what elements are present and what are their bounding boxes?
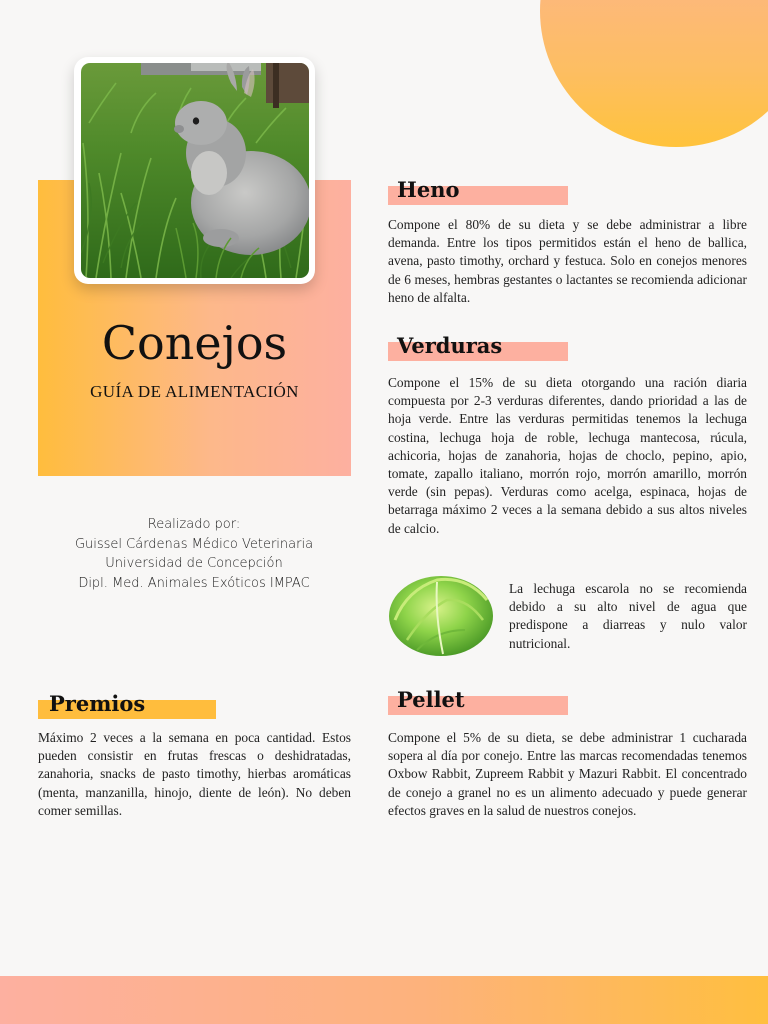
verduras-note: La lechuga escarola no se recomienda debido a su alto nivel de agua que predispone a diarreas y nulo valor nutricional.: [509, 581, 747, 651]
pellet-text: Compone el 5% de su dieta, se debe administrar 1 cucharada sopera al día por conejo. Entre las marcas recomendadas tenemos Oxbow Rabbit, Zupreem Rabbit y Mazuri Rabbit. El concentrado de conejo a granel no es un alimento adecuado y puede generar efectos graves en la salud de nuestros conejos.: [388, 730, 747, 818]
credits-line: Guissel Cárdenas Médico Veterinaria: [74, 536, 314, 552]
heno-text: Compone el 80% de su dieta y se debe administrar a libre demanda. Entre los tipos permitidos están el heno de ballica, avena, pasto timothy, orchard y festuca. Solo en conejos menores de 6 meses, hembras gestantes o lactantes se recomienda adicionar heno de alfalta.: [388, 217, 747, 305]
verduras-heading: Verduras: [397, 333, 503, 358]
decorative-sun-circle: [540, 0, 768, 147]
premios-heading: Premios: [49, 691, 146, 716]
credits-block: [60, 515, 328, 593]
bottom-gradient-strip: [0, 976, 768, 1024]
premios-text: Máximo 2 veces a la semana en poca cantidad. Estos pueden consistir en frutas frescas o deshidratadas, zanahoria, snacks de pasto timothy, hierbas aromáticas (menta, manzanilla, hinojo, diente de león). No deben comer semillas.: [38, 730, 351, 818]
page-title: Conejos: [101, 316, 288, 370]
credits-line: Realizado por:: [147, 517, 241, 532]
verduras-text: Compone el 15% de su dieta otorgando una ración diaria compuesta por 2-3 verduras diferentes, dando prioridad a las de hoja verde. Entre las verduras permitidas tenemos la lechuga costina, lechuga hoja de roble, lechuga mantecosa, rúcula, achicoria, hojas de zanahoria, hojas de choclo, pepino, apio, tomate, zapallo italiano, morrón rojo, morrón amarillo, morrón verde (sin pepas). Verduras como acelga, espinaca, hojas de betarraga máximo 2 veces a la semana debido a sus altos niveles de calcio.: [388, 375, 747, 536]
rabbit-photo: [81, 63, 309, 278]
lettuce-image: [387, 570, 495, 658]
pellet-heading: Pellet: [397, 687, 465, 712]
heno-heading: Heno: [397, 177, 460, 202]
page-subtitle: GUÍA DE ALIMENTACIÓN: [90, 382, 299, 401]
credits-line: Universidad de Concepción: [105, 556, 283, 571]
credits-line: Dipl. Med. Animales Exóticos IMPAC: [78, 575, 310, 591]
